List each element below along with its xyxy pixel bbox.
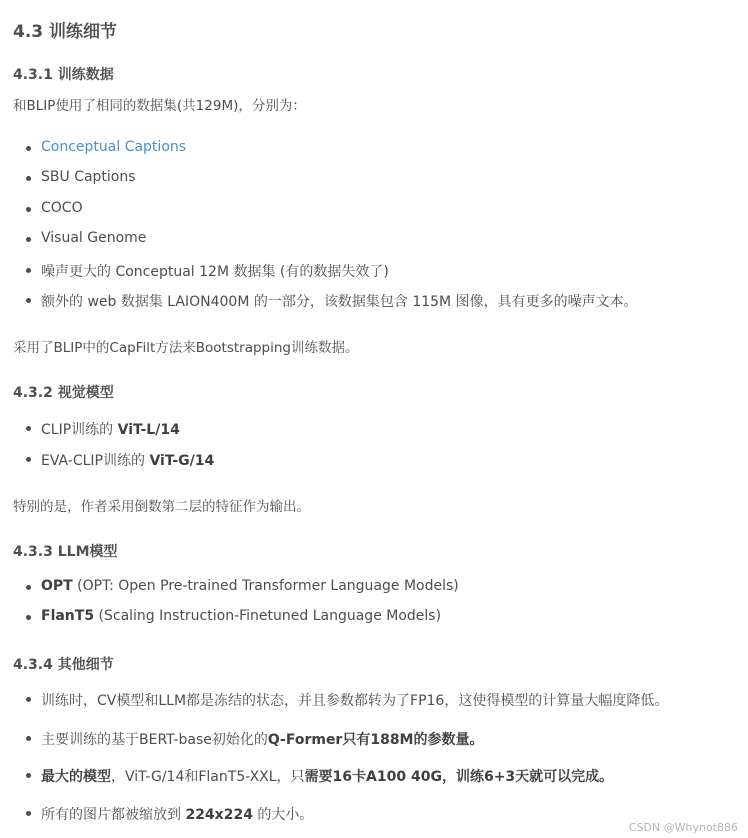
conceptual-captions-link[interactable]: Conceptual Captions — [41, 139, 187, 155]
list-item: 最大的模型，ViT-G/14和FlanT5-XXL，只需要16卡A100 40G，训练6+3天就可以完成。 — [41, 766, 613, 786]
list-item: OPT (OPT: Open Pre-trained Transformer Language Models) — [41, 578, 459, 594]
list-item: COCO — [41, 200, 83, 216]
list-item: 所有的图片都被缩放到 224x224 的大小。 — [41, 804, 313, 824]
list-item: 训练时，CV模型和LLM都是冻结的状态，并且参数都转为了FP16，这使得模型的计算量大幅度降低。 — [41, 690, 668, 710]
paragraph-dataset-intro: 和BLIP使用了相同的数据集(共129M)，分别为： — [13, 98, 306, 114]
list-item: CLIP训练的 ViT-L/14 — [41, 419, 180, 439]
list-item: 额外的 web 数据集 LAION400M 的一部分，该数据集包含 115M 图像，具有更多的噪声文本。 — [41, 291, 638, 311]
heading-4-3-3: 4.3.3 LLM模型 — [13, 544, 118, 560]
list-item: 主要训练的基于BERT-base初始化的Q-Former只有188M的参数量。 — [41, 729, 484, 749]
heading-4-3-4: 4.3.4 其他细节 — [13, 657, 114, 673]
list-item: FlanT5 (Scaling Instruction-Finetuned Language Models) — [41, 608, 442, 624]
list-item: SBU Captions — [41, 169, 136, 185]
list-item: 噪声更大的 Conceptual 12M 数据集 (有的数据失效了) — [41, 261, 389, 281]
paragraph-penultimate-layer: 特别的是，作者采用倒数第二层的特征作为输出。 — [13, 499, 310, 515]
heading-4-3-1: 4.3.1 训练数据 — [13, 67, 114, 83]
list-item: Visual Genome — [41, 230, 147, 246]
list-item: EVA-CLIP训练的 ViT-G/14 — [41, 450, 214, 470]
csdn-watermark: CSDN @Whynot886 — [628, 821, 738, 834]
heading-4-3: 4.3 训练细节 — [13, 22, 118, 42]
heading-4-3-2: 4.3.2 视觉模型 — [13, 385, 114, 401]
paragraph-capfilt: 采用了BLIP中的CapFilt方法来Bootstrapping训练数据。 — [13, 340, 359, 356]
list-item — [41, 139, 186, 155]
